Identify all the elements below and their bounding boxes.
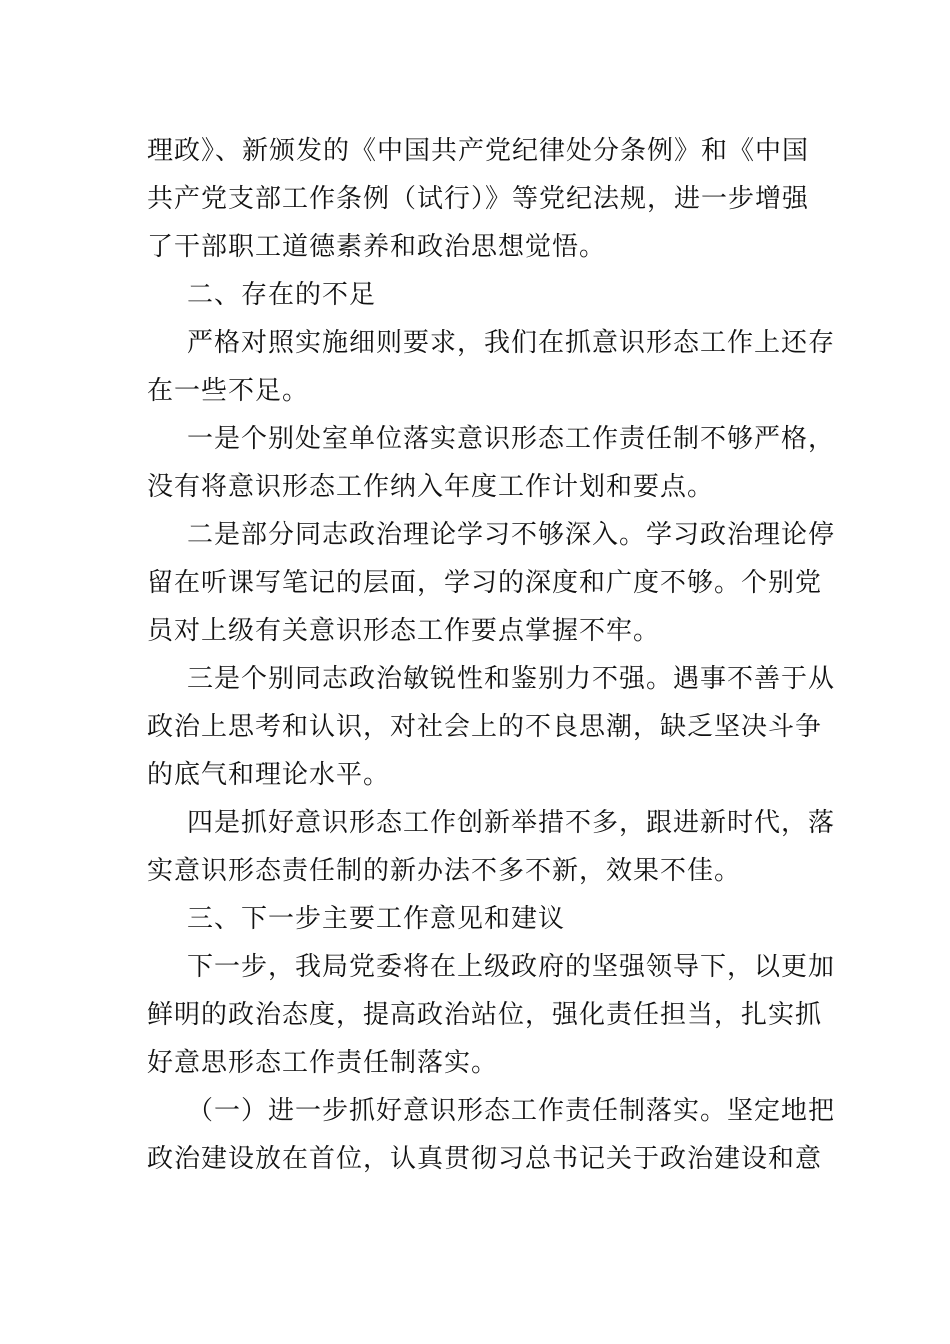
text-line: 严格对照实施细则要求，我们在抓意识形态工作上还存 [187,328,836,358]
section-heading: 三、下一步主要工作意见和建议 [187,904,566,934]
text-line: 了干部职工道德素养和政治思想觉悟。 [147,232,607,262]
text-line: 共产党支部工作条例（试行）》等党纪法规，进一步增强 [147,184,810,214]
text-line: 理政》、新颁发的《中国共产党纪律处分条例》和《中国 [147,136,810,166]
section-heading: 二、存在的不足 [187,280,377,310]
text-line: 政治建设放在首位，认真贯彻习总书记关于政治建设和意 [147,1144,823,1174]
text-line: 鲜明的政治态度，提高政治站位，强化责任担当，扎实抓 [147,1000,823,1030]
text-line: 好意思形态工作责任制落实。 [147,1048,499,1078]
text-line: 留在听课写笔记的层面，学习的深度和广度不够。个别党 [147,568,823,598]
text-line: 一是个别处室单位落实意识形态工作责任制不够严格， [187,424,836,454]
text-line: 下一步，我局党委将在上级政府的坚强领导下，以更加 [187,952,836,982]
text-line: 的底气和理论水平。 [147,760,391,790]
body-text [147,127,836,1183]
text-line: 实意识形态责任制的新办法不多不新，效果不佳。 [147,856,742,886]
text-line: 四是抓好意识形态工作创新举措不多，跟进新时代，落 [187,808,836,838]
text-line: 政治上思考和认识，对社会上的不良思潮，缺乏坚决斗争 [147,712,823,742]
text-line: 员对上级有关意识形态工作要点掌握不牢。 [147,616,661,646]
text-line: 三是个别同志政治敏锐性和鉴别力不强。遇事不善于从 [187,664,836,694]
text-line: 在一些不足。 [147,376,310,406]
text-line: 没有将意识形态工作纳入年度工作计划和要点。 [147,472,715,502]
text-line: （一）进一步抓好意识形态工作责任制落实。坚定地把 [187,1096,836,1126]
text-line: 二是部分同志政治理论学习不够深入。学习政治理论停 [187,520,836,550]
